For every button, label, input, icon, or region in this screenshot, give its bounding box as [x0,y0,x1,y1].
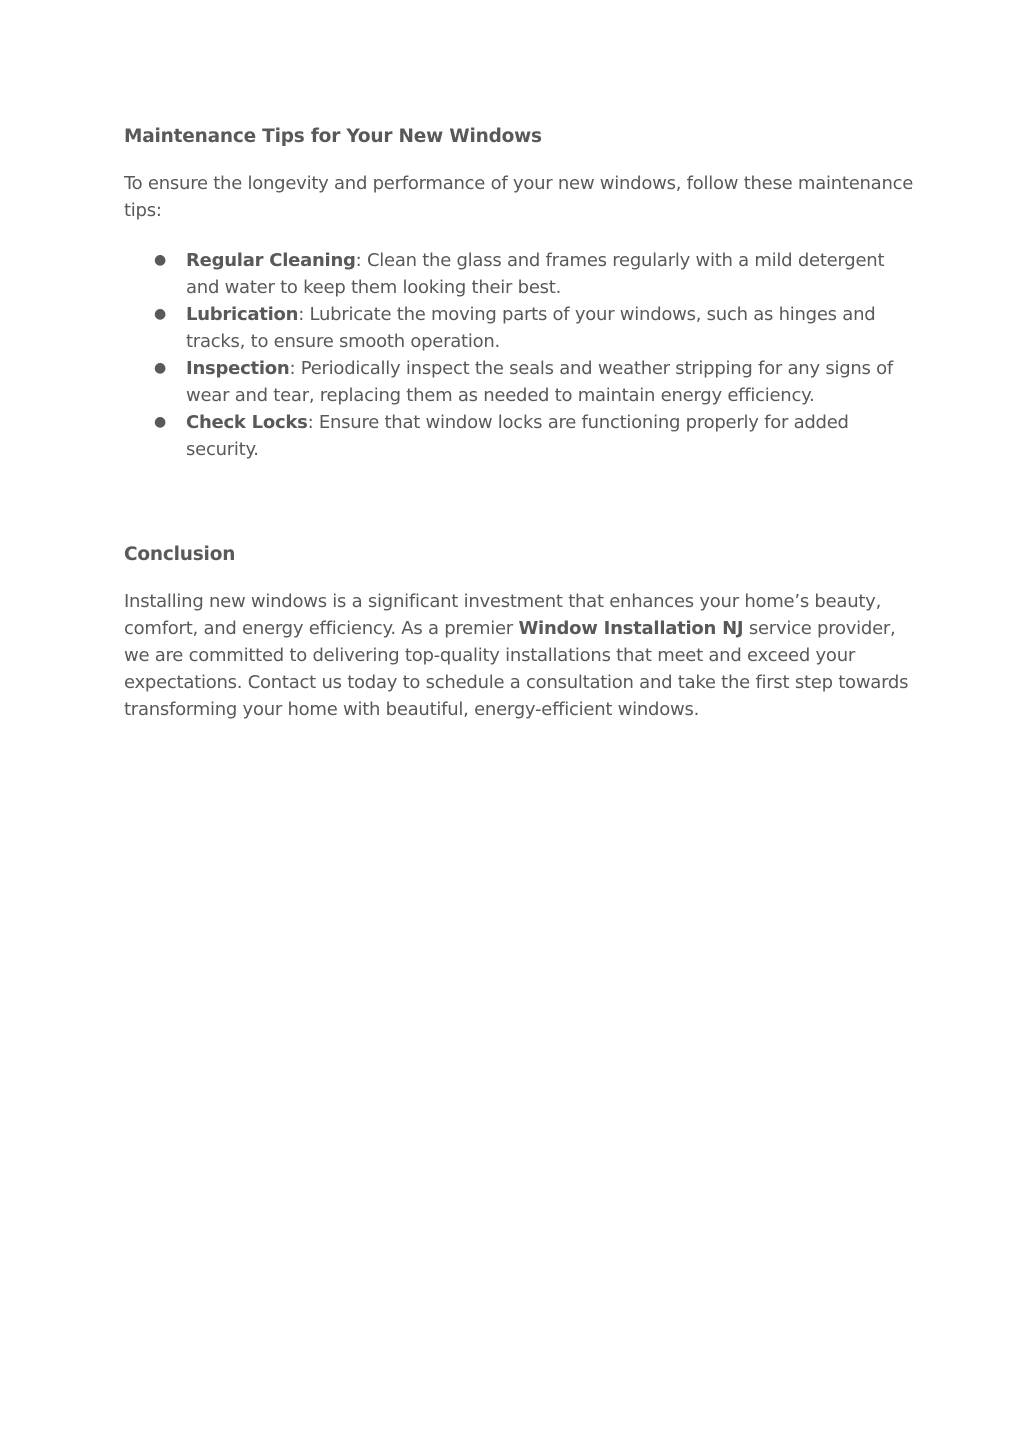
tip-text: : Clean the glass and frames regularly with a mild detergent and water to keep them looking their best. [186,250,885,298]
tip-term: Inspection [186,358,290,379]
conclusion-text-before: Installing new windows is a significant investment that enhances your home’s beauty, comfort, and energy efficiency. As a premier [124,591,882,639]
maintenance-heading: Maintenance Tips for Your New Windows [124,126,542,147]
conclusion-paragraph [124,588,914,723]
document-page [124,122,914,723]
tip-term: Lubrication [186,304,299,325]
tip-item-check-locks [154,409,914,463]
tip-item-regular-cleaning [154,247,914,301]
tip-term: Regular Cleaning [186,250,356,271]
bullet-icon: ● [154,306,166,322]
tip-text: : Periodically inspect the seals and weather stripping for any signs of wear and tear, replacing them as needed to maintain energy efficiency. [186,358,893,406]
bullet-icon: ● [154,414,166,430]
maintenance-tips-list [124,247,914,463]
tip-text: : Ensure that window locks are functioning properly for added security. [186,412,849,460]
conclusion-emphasis: Window Installation NJ [518,618,744,639]
tip-item-lubrication [154,301,914,355]
tip-term: Check Locks [186,412,308,433]
tip-text: : Lubricate the moving parts of your windows, such as hinges and tracks, to ensure smooth operation. [186,304,876,352]
maintenance-section [124,122,914,463]
bullet-icon: ● [154,360,166,376]
bullet-icon: ● [154,252,166,268]
conclusion-section [124,540,914,723]
conclusion-heading: Conclusion [124,544,236,565]
conclusion-text-after: service provider, we are committed to delivering top-quality installations that meet and exceed your expectations. Contact us today to schedule a consultation and take the first step towards transforming your home with beautiful, energy-efficient windows. [124,618,909,720]
maintenance-intro: To ensure the longevity and performance of your new windows, follow these maintenance tips: [124,173,914,221]
tip-item-inspection [154,355,914,409]
